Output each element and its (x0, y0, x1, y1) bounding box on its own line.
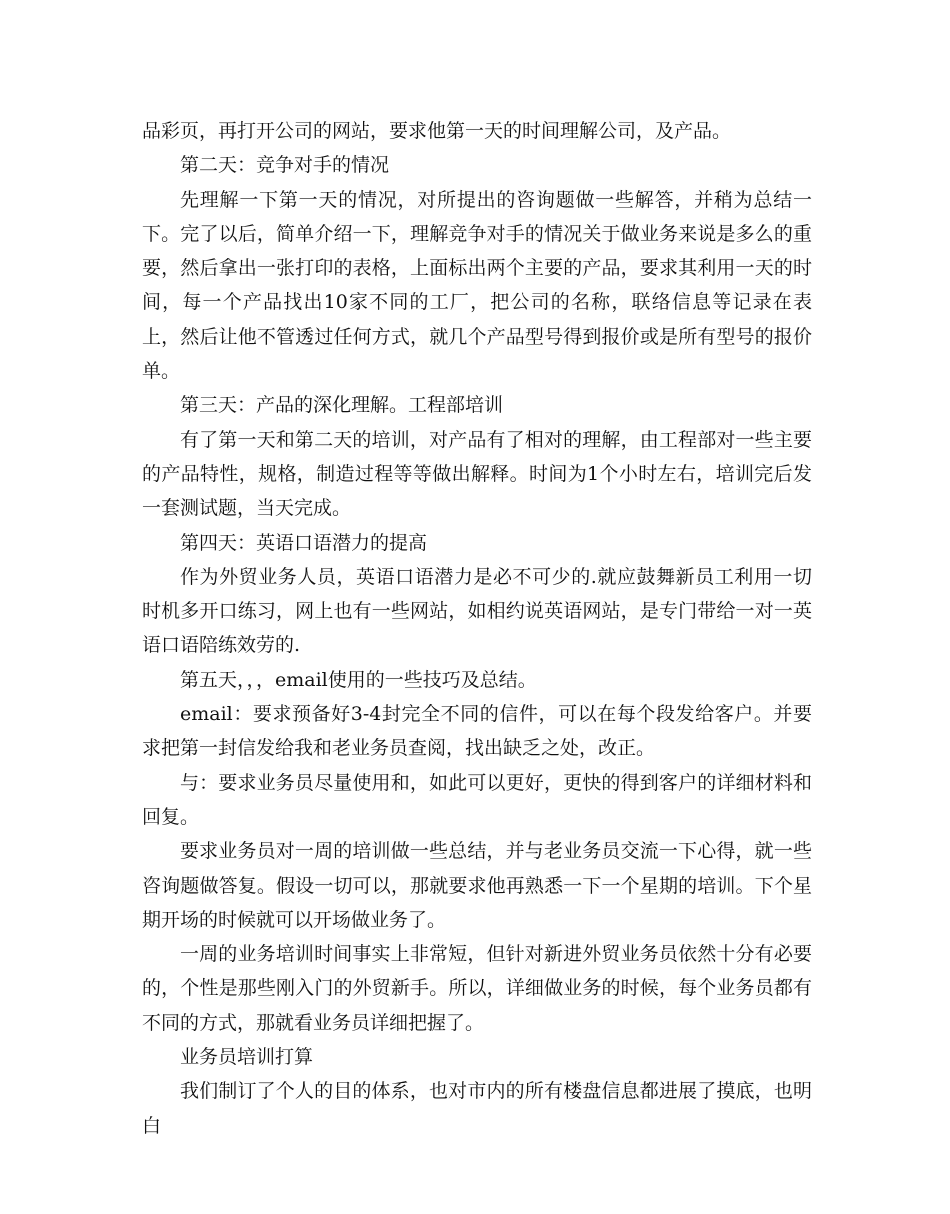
paragraph-summary: 要求业务员对一周的培训做一些总结，并与老业务员交流一下心得，就一些咨询题做答复。假设一切可以，那就要求他再熟悉一下一个星期的培训。下个星期开场的时候就可以开场做业务了。 (142, 840, 812, 931)
document-page (142, 114, 812, 1143)
paragraph-day-two: 先理解一下第一天的情况，对所提出的咨询题做一些解答，并稍为总结一下。完了以后，简单介绍一下，理解竞争对手的情况关于做业务来说是多么的重要，然后拿出一张打印的表格，上面标出两个主要的产品，要求其利用一天的时间，每一个产品找出10家不同的工厂，把公司的名称，联络信息等记录在表上，然后让他不管透过任何方式，就几个产品型号得到报价或是所有型号的报价单。 (142, 188, 812, 383)
heading-day-two: 第二天：竞争对手的情况 (180, 154, 390, 177)
paragraph-goal-system: 我们制订了个人的目的体系，也对市内的所有楼盘信息都进展了摸底，也明白 (142, 1080, 812, 1137)
paragraph-with: 与：要求业务员尽量使用和，如此可以更好，更快的得到客户的详细材料和回复。 (142, 771, 812, 828)
paragraph-email: email：要求预备好3-4封完全不同的信件，可以在每个段发给客户。并要求把第一封信发给我和老业务员查阅，找出缺乏之处，改正。 (142, 703, 812, 760)
heading-training-plan: 业务员培训打算 (180, 1046, 314, 1069)
paragraph-one-week: 一周的业务培训时间事实上非常短，但针对新进外贸业务员依然十分有必要的，个性是那些刚入门的外贸新手。所以，详细做业务的时候，每个业务员都有不同的方式，那就看业务员详细把握了。 (142, 943, 812, 1034)
heading-day-three: 第三天：产品的深化理解。工程部培训 (180, 394, 504, 417)
heading-day-five: 第五天，，，email使用的一些技巧及总结。 (180, 668, 537, 691)
heading-day-four: 第四天：英语口语潜力的提高 (180, 531, 428, 554)
paragraph-day-four: 作为外贸业务人员，英语口语潜力是必不可少的.就应鼓舞新员工利用一切时机多开口练习，网上也有一些网站，如相约说英语网站，是专门带给一对一英语口语陪练效劳的. (142, 565, 812, 657)
paragraph-1: 品彩页，再打开公司的网站，要求他第一天的时间理解公司，及产品。 (142, 120, 732, 142)
paragraph-day-three: 有了第一天和第二天的培训，对产品有了相对的理解，由工程部对一些主要的产品特性，规格，制造过程等等做出解释。时间为1个小时左右，培训完后发一套测试题，当天完成。 (142, 428, 812, 520)
